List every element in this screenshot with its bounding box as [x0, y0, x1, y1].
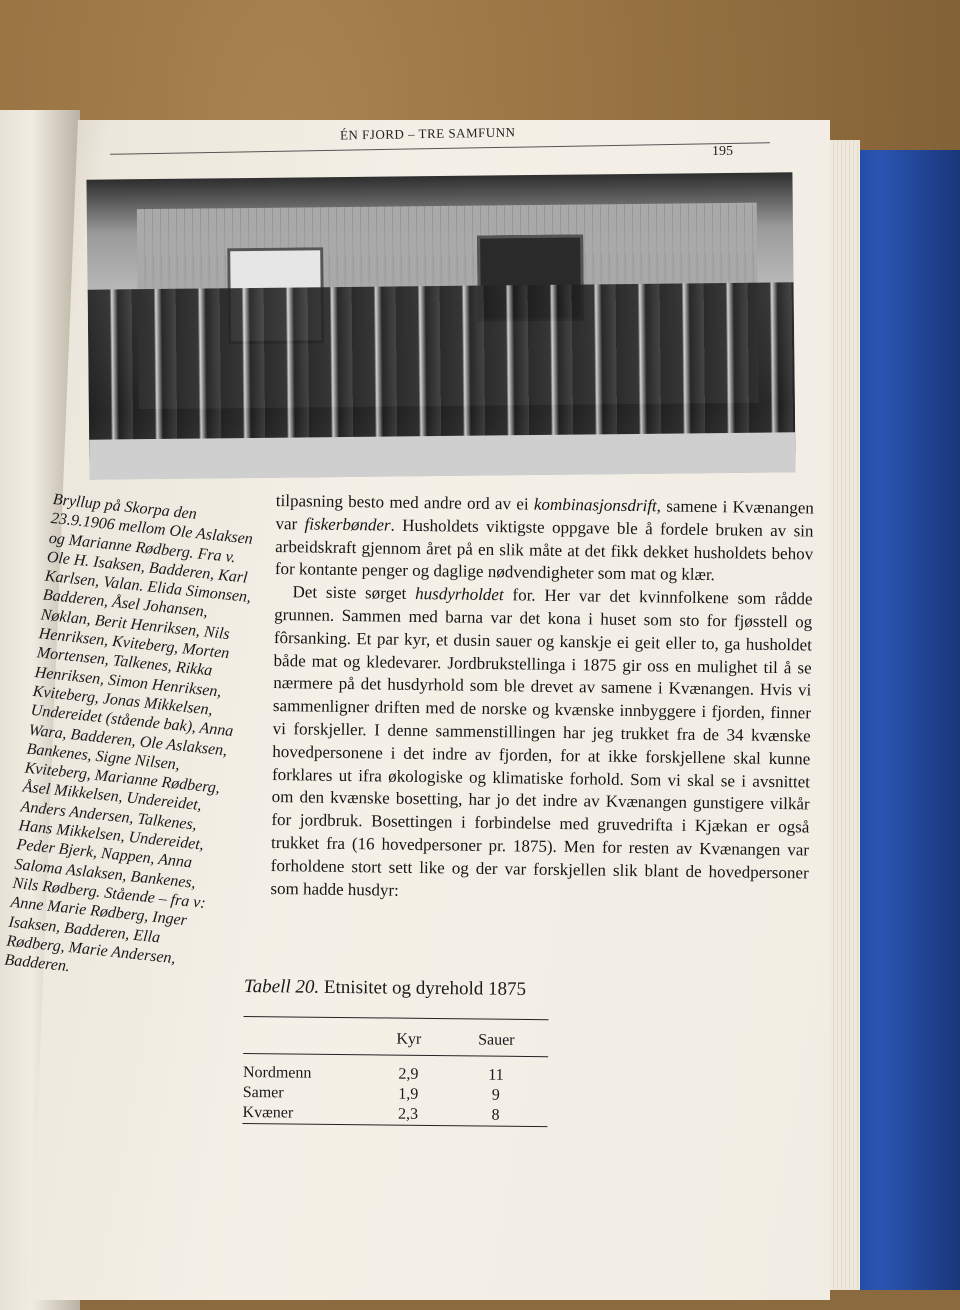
- paragraph-2: [270, 581, 812, 908]
- table-title-label: Tabell 20.: [243, 976, 320, 998]
- table-header-cell: Kyr: [396, 1030, 422, 1048]
- paragraph-1: [275, 490, 814, 589]
- ethnicity-livestock-table: [242, 1016, 548, 1127]
- table-title: [244, 976, 564, 1001]
- table-cell: Nordmenn: [242, 1063, 312, 1082]
- table-cell: 1,9: [398, 1085, 419, 1103]
- text-run: for. Her var det kvinnfolkene som rådde grunnen. Sammen med barna var det kona i huset som sto for fjøsstell og fôrsanking. Et par kyr, et dusin sauer og kanskje ei geit eller to, ga husholdet både mat og kledevarer. Jordbrukstellinga i 1875 gir oss en mulighet til å se nærmere på det husdyrhold som ble drevet av samene i Kvænangen. Hvis vi sammenligner driften med de norske og kvænske innbyggere i fjorden, finner vi forskjeller. I denne sammenstillingen har jeg trukket fra de 34 kvænske hovedpersonene i det indre av fjorden, for at ikke forskjellene skal kunne forklares ut ifra økologiske og klimatiske forhold. Som vi skal se i avsnittet om den kvænske bosetting, har jo det indre av Kvænangen gunstigere vilkår for jordbruk. Bosettingen i forbindelse med gruvedrifta i Kjækan er også trukket fra (16 hovedpersoner pr. 1875). Men for resten av Kvænangen var forholdene stort sett like og der var forskjellen slik blant de hovedpersoner som hadde husdyr:: [270, 585, 813, 900]
- table-title-text: Etnisitet og dyrehold 1875: [319, 976, 527, 1000]
- table-row: [243, 1053, 548, 1086]
- emphasis: husdyrholdet: [415, 584, 504, 605]
- page-number: 195: [712, 144, 733, 159]
- text-run: tilpasning besto med andre ord av ei: [275, 490, 535, 514]
- table-cell: 2,9: [398, 1065, 419, 1083]
- table-cell: 9: [491, 1086, 500, 1104]
- table-cell: 11: [488, 1066, 504, 1084]
- text-run: Det siste sørget: [292, 582, 416, 604]
- table-cell: Samer: [242, 1083, 284, 1102]
- emphasis: kombinasjonsdrift: [533, 494, 657, 516]
- text-run: . Husholdets viktigste oppgave ble å fordele bruken av sin arbeidskraft gjennom året på en slik måte at det fikk dekket husholdets behov for kontante penger og daglige nødvendigheter som mat og klær.: [274, 515, 814, 585]
- photo-caption: Bryllup på Skorpa den 23.9.1906 mellom Ole Aslaksen og Marianne Rødberg. Fra v. Ole H. Isaksen, Badderen, Karl Karlsen, Valan. Elida Simonsen, Badderen, Åsel Johansen, Nøklan, Berit Henriksen, Nils Henriksen, Kviteberg, Morten Mortensen, Talkenes, Rikka Henriksen, Simon Henriksen, Kviteberg, Jonas Mikkelsen, Undereidet (stående bak), Anna Wara, Badderen, Ole Aslaksen, Bankenes, Signe Nilsen, Kviteberg, Marianne Rødberg, Åsel Mikkelsen, Undereidet, Anders Andersen, Talkenes, Hans Mikkelsen, Undereidet, Peder Bjerk, Nappen, Anna Saloma Aslaksen, Bankenes, Nils Rødberg. Stående – fra v: Anne Marie Rødberg, Inger Isaksen, Badderen, Ella Rødberg, Marie Andersen, Badderen.: [3, 490, 254, 976]
- table-row: [242, 1103, 547, 1127]
- table-cell: 2,3: [397, 1105, 419, 1123]
- wedding-photo: [86, 172, 795, 479]
- photo-ground: [89, 432, 795, 479]
- text-run: , samene i Kvænangen var: [275, 496, 814, 534]
- table-header-cell: [243, 1016, 373, 1054]
- table-header-cell: Sauer: [478, 1031, 515, 1049]
- body-text: [270, 490, 814, 908]
- table-block: [242, 976, 564, 1127]
- table-cell: 8: [491, 1106, 500, 1124]
- running-head: ÉN FJORD – TRE SAMFUNN: [339, 124, 516, 143]
- emphasis: fiskerbønder: [304, 514, 391, 535]
- table-header-row: [243, 1016, 548, 1056]
- table-cell: Kvæner: [242, 1103, 294, 1122]
